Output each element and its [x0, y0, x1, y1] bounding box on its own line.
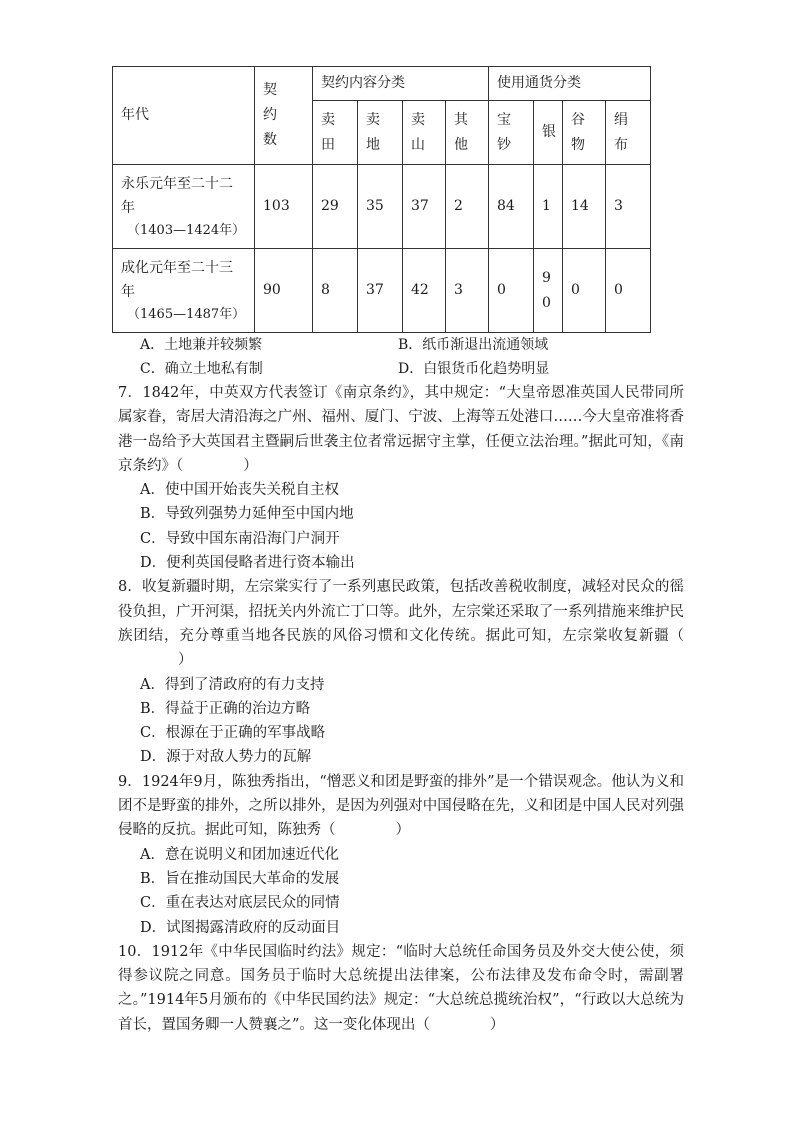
question-stem: 7．1842年，中英双方代表签订《南京条约》，其中规定：“大皇帝恩准英国人民带同所属家眷，寄居大清沿海之广州、福州、厦门、宁波、上海等五处港口……今大皇帝准将香港一岛给予大英国君主暨嗣后世袭主位者常远据守主掌，任便立法治理。”据此可知，《南京条约》（ ）: [118, 385, 684, 474]
row-count: 90: [255, 249, 313, 333]
question-stem: 9．1924年9月，陈独秀指出，“憎恶义和团是野蛮的排外”是一个错误观念。他认为义和团不是野蛮的排外，之所以排外，是因为列强对中国侵略在先，义和团是中国人民对列强侵略的反抗。据此可知，陈独秀（ ）: [118, 773, 684, 839]
question-7: [118, 381, 684, 575]
q6-option-c[interactable]: C．确立土地私有制: [140, 361, 263, 377]
question-9: [118, 770, 684, 940]
q9-option-a[interactable]: A．意在说明义和团加速近代化: [140, 846, 339, 863]
header-currency-group: 使用通货分类: [489, 67, 651, 101]
header-col-sell-land: 卖地: [358, 101, 403, 165]
header-col-grain: 谷物: [563, 101, 606, 165]
row-value: 3: [606, 165, 651, 249]
q7-option-d[interactable]: D．便利英国侵略者进行资本输出: [140, 555, 355, 572]
row-value: 0: [489, 249, 534, 333]
row-value: 29: [313, 165, 358, 249]
table-row: [113, 249, 651, 333]
q9-option-d[interactable]: D．试图揭露清政府的反动面目: [140, 919, 341, 936]
row-period: 永乐元年至二十二年 （1403—1424年）: [113, 165, 255, 249]
row-period: 成化元年至二十三年 （1465—1487年）: [113, 249, 255, 333]
row-value: 3: [446, 249, 489, 333]
row-value: 37: [403, 165, 446, 249]
header-col-sell-mountain: 卖山: [403, 101, 446, 165]
row-value: 37: [358, 249, 403, 333]
row-value: 2: [446, 165, 489, 249]
table-row: [113, 165, 651, 249]
q6-option-d[interactable]: D．白银货币化趋势明显: [398, 361, 550, 377]
header-col-silk: 绢布: [606, 101, 651, 165]
header-col-paper-money: 宝钞: [489, 101, 534, 165]
header-content-group: 契约内容分类: [313, 67, 489, 101]
header-col-sell-field: 卖田: [313, 101, 358, 165]
q7-option-a[interactable]: A．使中国开始丧失关税自主权: [140, 482, 339, 499]
q6-options: [140, 333, 680, 381]
q9-option-b[interactable]: B．旨在推动国民大革命的发展: [140, 870, 340, 887]
row-value: 84: [489, 165, 534, 249]
question-stem: 8．收复新疆时期，左宗棠实行了一系列惠民政策，包括改善税收制度，减轻对民众的徭役负担，广开河渠，招抚关内外流亡丁口等。此外，左宗棠还采取了一系列措施来维护民族团结，充分尊重当地各民族的风俗习惯和文化传统。据此可知，左宗棠收复新疆（）: [118, 579, 684, 669]
question-list: [118, 381, 684, 1037]
q7-option-c[interactable]: C．导致中国东南沿海门户洞开: [140, 530, 340, 547]
question-stem: 10．1912年《中华民国临时约法》规定：“临时大总统任命国务员及外交大使公使，须得参议院之同意。国务员于临时大总统提出法律案，公布法律及发布命令时，需副署之。”1914年5月颁布的《中华民国约法》规定：“大总统总揽统治权”，“行政以大总统为首长，置国务卿一人赞襄之”。这一变化体现出（ ）: [118, 943, 684, 1033]
row-value: 90: [534, 249, 563, 333]
q8-option-c[interactable]: C．根源在于正确的军事战略: [140, 725, 326, 742]
header-col-other: 其他: [446, 101, 489, 165]
row-value: 8: [313, 249, 358, 333]
q7-option-b[interactable]: B．导致列强势力延伸至中国内地: [140, 506, 354, 523]
contract-statistics-table: [112, 66, 651, 333]
q6-option-b[interactable]: B．纸币渐退出流通领域: [398, 337, 549, 353]
row-value: 0: [606, 249, 651, 333]
q6-option-a[interactable]: A．土地兼并较频繁: [140, 337, 263, 353]
row-value: 35: [358, 165, 403, 249]
row-value: 42: [403, 249, 446, 333]
question-8: [118, 575, 684, 769]
question-10: [118, 940, 684, 1037]
q9-option-c[interactable]: C．重在表达对底层民众的同情: [140, 895, 340, 912]
row-value: 0: [563, 249, 606, 333]
header-era: 年代: [113, 67, 255, 165]
row-value: 14: [563, 165, 606, 249]
row-value: 1: [534, 165, 563, 249]
q8-option-a[interactable]: A．得到了清政府的有力支持: [140, 676, 325, 693]
q8-option-d[interactable]: D．源于对敌人势力的瓦解: [140, 749, 312, 766]
row-count: 103: [255, 165, 313, 249]
header-col-silver: 银: [534, 101, 563, 165]
header-count: 契约数: [255, 67, 313, 165]
q8-option-b[interactable]: B．得益于正确的治边方略: [140, 700, 311, 717]
